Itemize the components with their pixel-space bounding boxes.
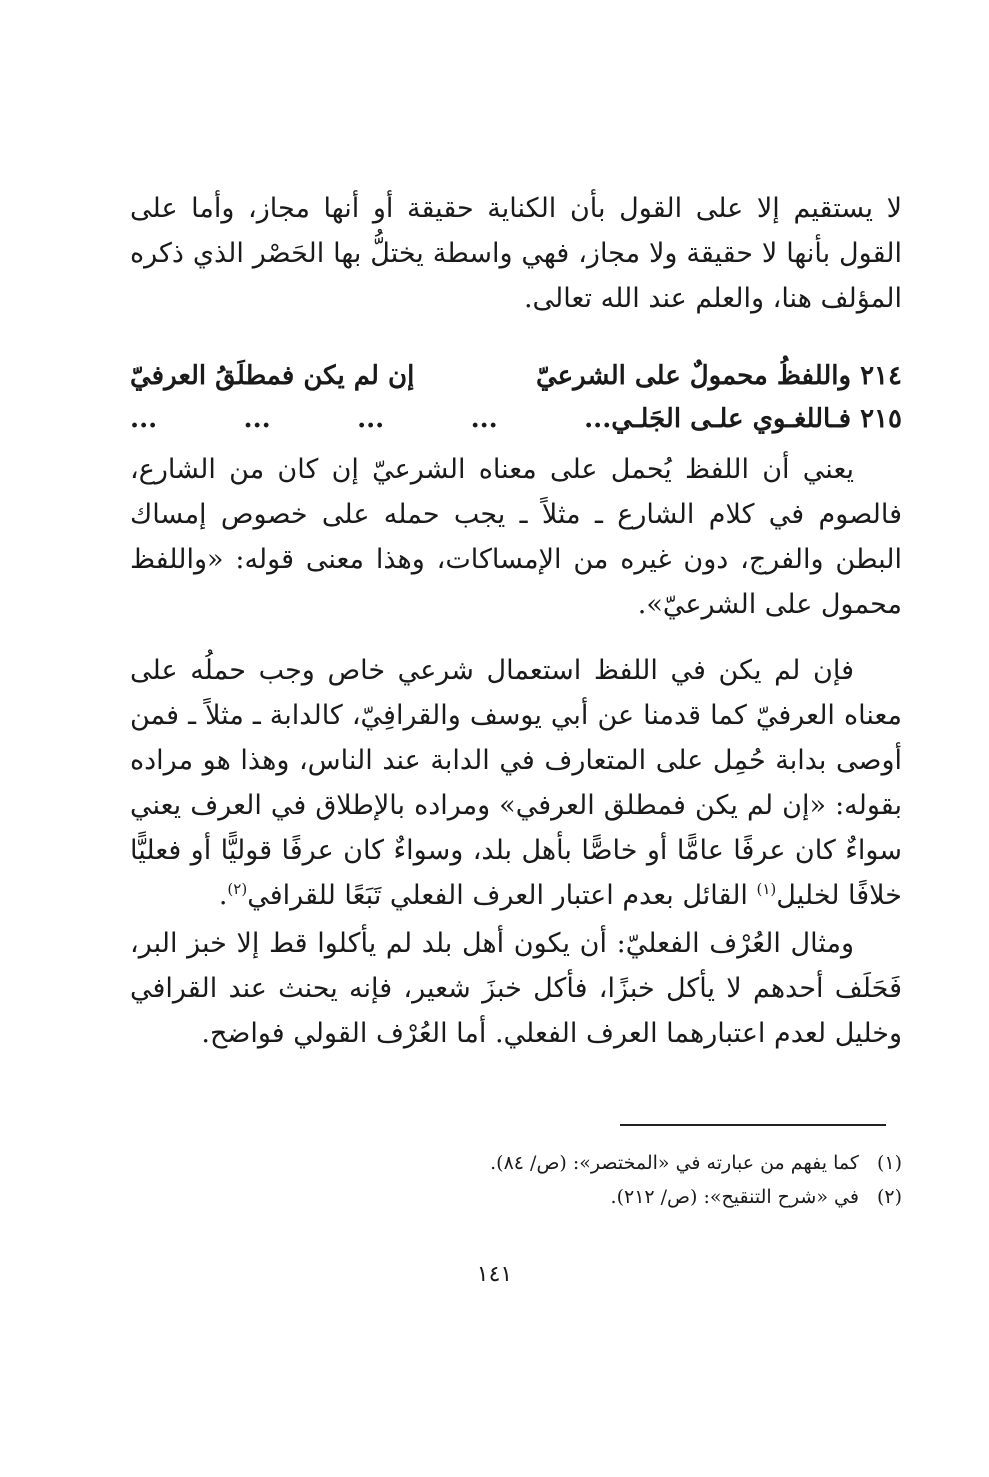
verse-ellipsis: ... [470,404,498,434]
paragraph-3 [130,648,902,918]
verse-number: ٢١٤ [860,361,902,391]
footnote-ref-2[interactable]: (٢) [227,880,248,898]
verses [130,355,902,441]
page-number: ١٤١ [476,1262,513,1287]
footnote-2 [130,1180,902,1214]
paragraph-3-text: فإن لم يكن في اللفظ استعمال شرعي خاص وجب حملُه على معناه العرفيّ كما قدمنا عن أبي يوسف والقرافِيّ، كالدابة ـ مثلاً ـ فمن أوصى بدابة حُمِل على المتعارف في الدابة عند الناس، وهذا هو مراده بقوله: «إن لم يكن فمطلق العرفي» ومراده بالإطلاق في العرف يعني سواءٌ كان عرفًا عامًّا أو خاصًّا بأهل بلد، وسواءٌ كان عرفًا قوليًّا أو فعليًّا خلافًا لخليل [130,655,902,911]
paragraph-3-text: القائل بعدم اعتبار العرف الفعلي تَبَعًا للقرافي [247,880,757,911]
footnote-1 [130,1146,902,1180]
verse-215 [130,398,902,441]
footnote-text: كما يفهم من عبارته في «المختصر»: (ص/ ٨٤). [490,1152,859,1174]
verse-second-half: إن لم يكن فمطلَقُ العرفيّ [130,361,415,391]
verse-ellipsis: ... [357,404,385,434]
verse-first-half: واللفظُ محمولٌ على الشرعيّ [536,361,852,391]
paragraph-4: ومثال العُرْف الفعليّ: أن يكون أهل بلد لم يأكلوا قط إلا خبز البر، فَحَلَف أحدهم لا يأكل خبزًا، فأكل خبزَ شعير، فإنه يحنث عند القرافي وخليل لعدم اعتبارهما العرف الفعلي. أما العُرْف القولي فواضح. [130,928,902,1049]
paragraph-1: لا يستقيم إلا على القول بأن الكناية حقيقة أو أنها مجاز، وأما على القول بأنها لا حقيقة ولا مجاز، فهي واسطة يختلُّ بها الحَصْر الذي ذكره المؤلف هنا، والعلم عند الله تعالى. [130,193,902,314]
footnotes [130,1146,902,1214]
footnote-marker: (١) [876,1152,902,1174]
paragraph-2: يعني أن اللفظ يُحمل على معناه الشرعيّ إن كان من الشارع، فالصوم في كلام الشارع ـ مثلاً ـ يجب حمله على خصوص إمساك البطن والفرج، دون غيره من الإمساكات، وهذا معنى قوله: «واللفظ محمول على الشرعيّ». [130,454,902,620]
paragraph-3-text: . [218,880,228,911]
verse-ellipsis: ... [243,404,271,434]
verse-first-half: فـاللغـوي علـى الجَلـي... [584,404,852,434]
verse-214 [130,355,902,398]
footnote-ref-1[interactable]: (١) [756,880,777,898]
verse-number: ٢١٥ [860,404,902,434]
verse-ellipsis: ... [130,404,158,434]
footnote-separator [620,1124,886,1126]
footnote-marker: (٢) [876,1186,902,1208]
verse-214-number-and-first-half [536,355,902,398]
verse-215-number-and-first-half [584,398,902,441]
footnote-text: في «شرح التنقيح»: (ص/ ٢١٢). [610,1186,859,1208]
